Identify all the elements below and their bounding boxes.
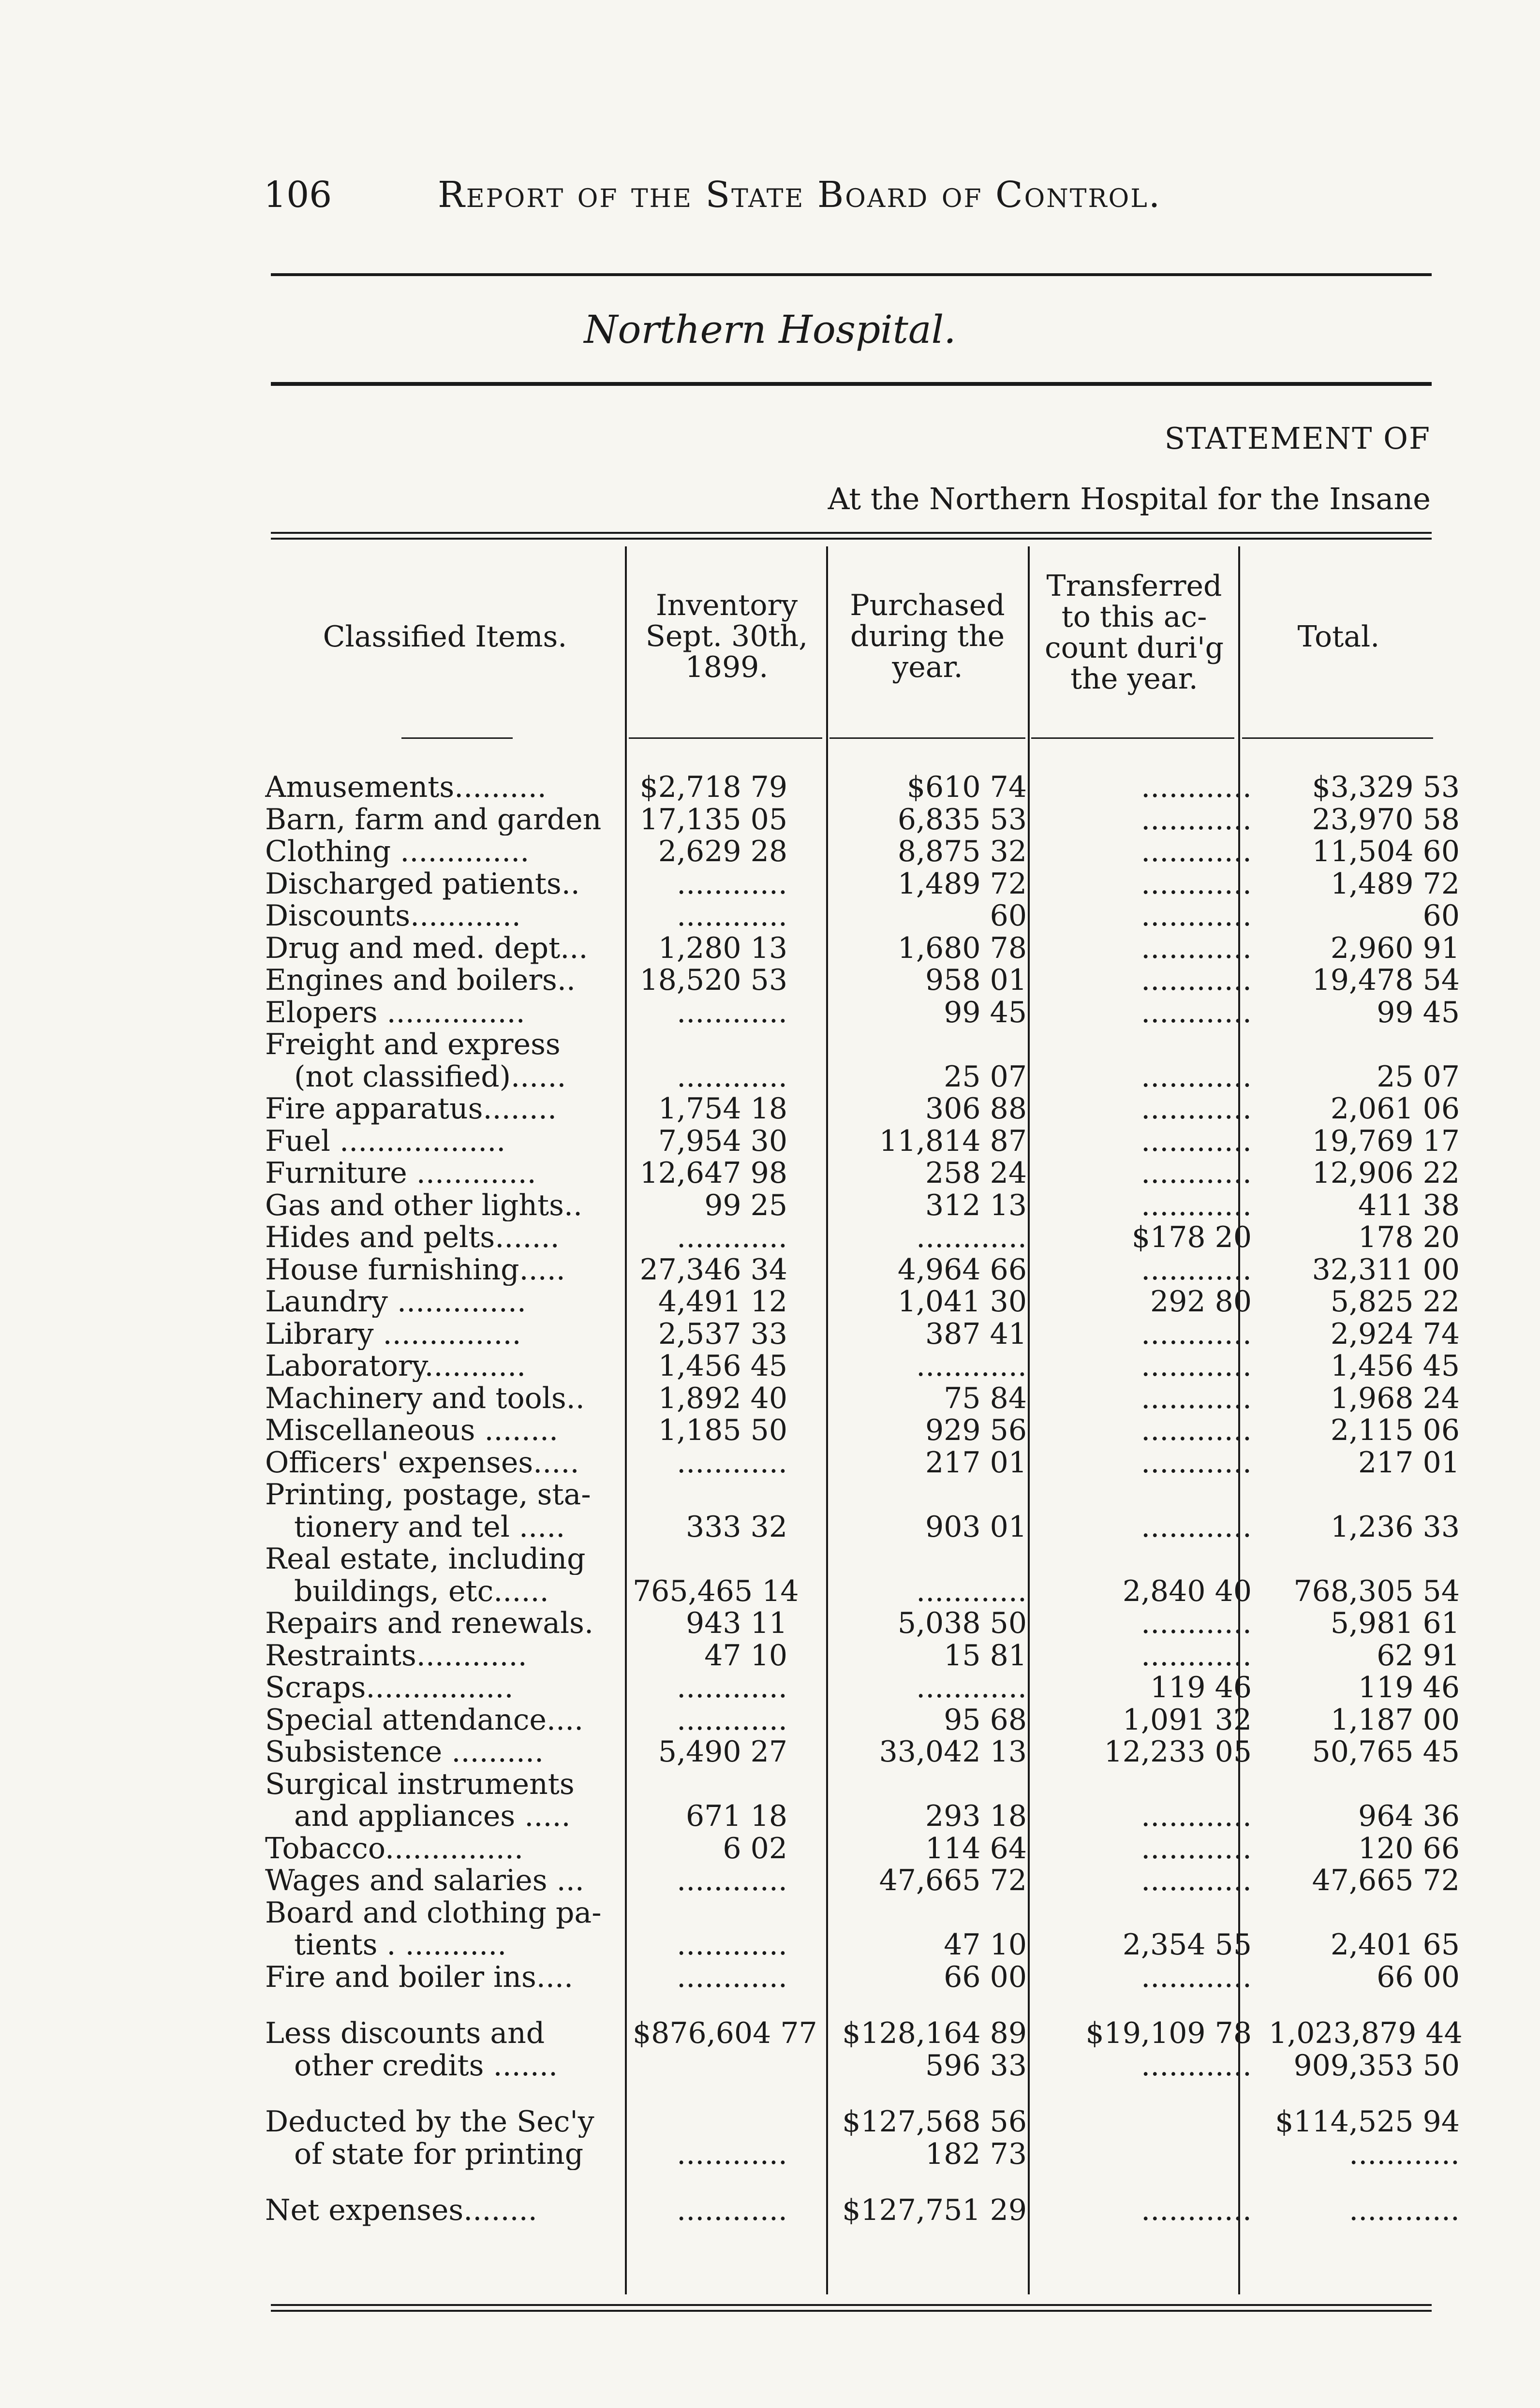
col-header-inventory: [629, 590, 825, 683]
table-row: [265, 1445, 1460, 1480]
total-cell: 119 46: [1358, 1671, 1460, 1704]
inventory-cell: ............: [677, 866, 787, 901]
purchased-cell: 258 24: [925, 1156, 1027, 1190]
item-cell: Furniture .............: [265, 1157, 536, 1189]
col-header-purchased-line: Purchased: [850, 588, 1005, 622]
item-cell: Amusements..........: [265, 771, 547, 803]
total-cell: 11,504 60: [1312, 835, 1460, 868]
item-cell: Hides and pelts.......: [265, 1221, 560, 1253]
purchased-cell: 903 01: [925, 1510, 1027, 1544]
total-cell: 1,023,879 44: [1269, 2016, 1463, 2050]
total-cell: 60: [1422, 899, 1460, 933]
item-cell: Freight and express: [265, 1028, 561, 1060]
total-cell: ............: [1349, 2193, 1460, 2227]
total-cell: 12,906 22: [1312, 1156, 1460, 1190]
purchased-cell: 8,875 32: [897, 835, 1027, 868]
inventory-cell: 99 25: [704, 1188, 787, 1222]
table-row: [265, 1285, 1460, 1319]
transferred-cell: 292 80: [1150, 1285, 1252, 1319]
inventory-cell: ............: [677, 1445, 787, 1480]
item-cell: Wages and salaries ...: [265, 1865, 584, 1896]
transferred-cell: 119 46: [1150, 1671, 1252, 1704]
transferred-cell: 2,840 40: [1122, 1574, 1252, 1608]
table-row: [265, 1831, 1460, 1865]
total-cell: 25 07: [1377, 1059, 1460, 1094]
transferred-cell: ............: [1141, 1510, 1252, 1544]
total-cell: 5,825 22: [1330, 1285, 1460, 1319]
total-cell: 217 01: [1358, 1445, 1460, 1480]
transferred-cell: ............: [1141, 1092, 1252, 1126]
inventory-cell: 7,954 30: [658, 1124, 787, 1158]
table-row: [265, 1960, 1460, 1994]
table-row: [265, 1574, 1460, 1608]
purchased-cell: 387 41: [925, 1317, 1027, 1351]
table-row: [265, 1479, 1433, 1511]
transferred-cell: 2,354 55: [1122, 1928, 1252, 1962]
total-cell: 19,478 54: [1312, 963, 1460, 997]
purchased-cell: 33,042 13: [879, 1735, 1027, 1769]
item-cell: Gas and other lights..: [265, 1189, 583, 1221]
transferred-cell: ............: [1141, 1638, 1252, 1673]
summary-row: [265, 2193, 1460, 2227]
transferred-cell: ............: [1141, 2048, 1252, 2083]
table-row: [265, 1124, 1460, 1158]
inventory-cell: ............: [677, 2137, 787, 2171]
transferred-cell: ............: [1141, 931, 1252, 965]
inventory-cell: 1,280 13: [658, 931, 787, 965]
table-row: [265, 1864, 1460, 1897]
item-cell: Less discounts and: [265, 2017, 545, 2049]
inventory-cell: ............: [677, 2193, 787, 2227]
purchased-cell: 47,665 72: [879, 1864, 1027, 1897]
col-header-transferred-line: count duri'g: [1044, 631, 1224, 665]
purchased-cell: 929 56: [925, 1413, 1027, 1447]
table-row: [265, 1606, 1460, 1640]
total-cell: 2,924 74: [1330, 1317, 1460, 1351]
transferred-cell: ............: [1141, 1864, 1252, 1897]
transferred-cell: ............: [1141, 1156, 1252, 1190]
inventory-cell: ............: [677, 1671, 787, 1704]
transferred-cell: ............: [1141, 835, 1252, 868]
purchased-cell: $127,751 29: [842, 2193, 1027, 2227]
header-underline: [629, 737, 822, 739]
purchased-cell: 1,680 78: [897, 931, 1027, 965]
inventory-cell: ............: [677, 1928, 787, 1962]
item-cell: Restraints............: [265, 1639, 527, 1672]
section-title: Northern Hospital.: [584, 307, 956, 352]
table-row: [265, 1252, 1460, 1287]
total-cell: 47,665 72: [1312, 1864, 1460, 1897]
table-bottom-rule: [271, 2304, 1432, 2306]
inventory-cell: 765,465 14: [633, 1574, 799, 1608]
total-cell: 50,765 45: [1312, 1735, 1460, 1769]
item-cell: Engines and boilers..: [265, 964, 576, 996]
inventory-cell: 17,135 05: [639, 802, 787, 837]
inventory-cell: 18,520 53: [639, 963, 787, 997]
table-row: [265, 1092, 1460, 1126]
total-cell: 99 45: [1377, 995, 1460, 1029]
table-row: [265, 1799, 1460, 1833]
total-cell: 62 91: [1377, 1638, 1460, 1673]
item-cell: Board and clothing pa-: [265, 1896, 602, 1929]
transferred-cell: ............: [1141, 1960, 1252, 1994]
inventory-cell: 47 10: [704, 1638, 787, 1673]
purchased-cell: 1,489 72: [897, 866, 1027, 901]
col-header-transferred: [1030, 571, 1238, 694]
inventory-cell: ............: [677, 995, 787, 1029]
col-header-item: Classified Items.: [323, 620, 567, 654]
header-underline: [1242, 737, 1433, 739]
table-row: [265, 1543, 1433, 1575]
item-cell: (not classified)......: [294, 1060, 566, 1093]
purchased-cell: 60: [990, 899, 1027, 933]
header-underline: [829, 737, 1025, 739]
table-row: [265, 770, 1460, 804]
inventory-cell: ............: [677, 1059, 787, 1094]
table-row: [265, 1703, 1460, 1737]
purchased-cell: 1,041 30: [897, 1285, 1027, 1319]
inventory-cell: 12,647 98: [639, 1156, 787, 1190]
item-cell: Fire and boiler ins....: [265, 1961, 574, 1993]
purchased-cell: 217 01: [925, 1445, 1027, 1480]
table-row: [265, 1671, 1460, 1704]
table-top-rule: [271, 532, 1432, 534]
inventory-cell: 27,346 34: [639, 1252, 787, 1287]
inventory-cell: 6 02: [723, 1831, 787, 1865]
purchased-cell: 99 45: [944, 995, 1027, 1029]
table-bottom-rule-2: [271, 2310, 1432, 2312]
summary-row: [265, 2016, 1463, 2050]
purchased-cell: 306 88: [925, 1092, 1027, 1126]
table-row: [265, 931, 1460, 965]
col-header-purchased-line: during the: [850, 619, 1005, 653]
transferred-cell: ............: [1141, 995, 1252, 1029]
table-row: [265, 1028, 1433, 1061]
total-cell: 768,305 54: [1293, 1574, 1460, 1608]
inventory-cell: ............: [677, 1220, 787, 1254]
transferred-cell: $178 20: [1131, 1220, 1252, 1254]
statement-title: STATEMENT OF: [1164, 421, 1431, 456]
total-cell: ............: [1349, 2137, 1460, 2171]
total-cell: 2,061 06: [1330, 1092, 1460, 1126]
inventory-cell: 333 32: [686, 1510, 787, 1544]
item-cell: Net expenses........: [265, 2194, 537, 2226]
transferred-cell: ............: [1141, 1831, 1252, 1865]
item-cell: Deducted by the Sec'y: [265, 2106, 594, 2138]
inventory-cell: ............: [677, 1864, 787, 1897]
inventory-cell: 2,537 33: [658, 1317, 787, 1351]
total-cell: $3,329 53: [1312, 770, 1460, 804]
header-underline: [1031, 737, 1234, 739]
item-cell: Laboratory...........: [265, 1350, 526, 1382]
table-row: [265, 1381, 1460, 1415]
item-cell: Special attendance....: [265, 1703, 584, 1736]
inventory-cell: $876,604 77: [633, 2016, 817, 2050]
item-cell: Repairs and renewals.: [265, 1607, 594, 1639]
purchased-cell: 47 10: [944, 1928, 1027, 1962]
transferred-cell: ............: [1141, 1252, 1252, 1287]
item-cell: Clothing ..............: [265, 836, 530, 867]
col-header-purchased: [829, 590, 1025, 683]
top-rule: [271, 273, 1432, 276]
total-cell: 2,401 65: [1330, 1928, 1460, 1962]
col-header-transferred-line: to this ac-: [1061, 600, 1207, 634]
purchased-cell: $127,568 56: [842, 2105, 1027, 2139]
item-cell: Library ...............: [265, 1318, 521, 1350]
total-cell: 32,311 00: [1312, 1252, 1460, 1287]
col-header-purchased-line: year.: [892, 650, 963, 684]
table-row: [265, 1638, 1460, 1673]
table-row: [265, 802, 1460, 837]
purchased-cell: 75 84: [944, 1381, 1027, 1415]
table-row: [265, 1059, 1460, 1094]
table-row: [265, 1510, 1460, 1544]
purchased-cell: $610 74: [906, 770, 1027, 804]
purchased-cell: ............: [916, 1574, 1027, 1608]
inventory-cell: 1,892 40: [658, 1381, 787, 1415]
transferred-cell: ............: [1141, 1317, 1252, 1351]
table-row: [265, 995, 1460, 1029]
table-row: [265, 1220, 1460, 1254]
table-row: [265, 963, 1460, 997]
purchased-cell: 596 33: [925, 2048, 1027, 2083]
total-cell: 2,960 91: [1330, 931, 1460, 965]
inventory-cell: ............: [677, 899, 787, 933]
purchased-cell: ............: [916, 1349, 1027, 1383]
col-header-inventory-line: Inventory: [655, 588, 798, 622]
item-cell: Tobacco...............: [265, 1832, 524, 1865]
total-cell: 411 38: [1358, 1188, 1460, 1222]
transferred-cell: ............: [1141, 2193, 1252, 2227]
total-cell: 1,236 33: [1330, 1510, 1460, 1544]
table-row: [265, 1897, 1433, 1929]
purchased-cell: 5,038 50: [897, 1606, 1027, 1640]
col-header-transferred-line: Transferred: [1046, 569, 1222, 603]
item-cell: Drug and med. dept...: [265, 932, 588, 964]
purchased-cell: 182 73: [925, 2137, 1027, 2171]
table-row: [265, 899, 1460, 933]
item-cell: Fuel ..................: [265, 1125, 506, 1157]
transferred-cell: ............: [1141, 866, 1252, 901]
transferred-cell: ............: [1141, 1124, 1252, 1158]
transferred-cell: ............: [1141, 1445, 1252, 1480]
inventory-cell: 671 18: [686, 1799, 787, 1833]
item-cell: Printing, postage, sta-: [265, 1479, 591, 1511]
item-cell: Fire apparatus........: [265, 1093, 557, 1125]
purchased-cell: 11,814 87: [879, 1124, 1027, 1158]
transferred-cell: ............: [1141, 1799, 1252, 1833]
table-row: [265, 1413, 1460, 1447]
item-cell: of state for printing: [294, 2138, 584, 2170]
transferred-cell: 12,233 05: [1104, 1735, 1252, 1769]
inventory-cell: 1,754 18: [658, 1092, 787, 1126]
purchased-cell: $128,164 89: [842, 2016, 1027, 2050]
total-cell: 1,489 72: [1330, 866, 1460, 901]
table-row: [265, 1188, 1460, 1222]
section-rule: [271, 382, 1432, 386]
item-cell: Miscellaneous ........: [265, 1414, 559, 1446]
item-cell: House furnishing.....: [265, 1253, 565, 1286]
col-header-transferred-line: the year.: [1070, 662, 1198, 696]
total-cell: 66 00: [1377, 1960, 1460, 1994]
inventory-cell: 1,456 45: [658, 1349, 787, 1383]
transferred-cell: ............: [1141, 802, 1252, 837]
transferred-cell: ............: [1141, 770, 1252, 804]
item-cell: tients . ...........: [294, 1929, 507, 1961]
total-cell: 1,187 00: [1330, 1703, 1460, 1737]
transferred-cell: ............: [1141, 1606, 1252, 1640]
page-number: 106: [264, 174, 332, 216]
transferred-cell: 1,091 32: [1122, 1703, 1252, 1737]
summary-row: [265, 2105, 1460, 2139]
table-row: [265, 1768, 1433, 1801]
item-cell: Discounts............: [265, 900, 521, 932]
item-cell: Elopers ...............: [265, 996, 525, 1028]
purchased-cell: 4,964 66: [897, 1252, 1027, 1287]
table-row: [265, 866, 1460, 901]
purchased-cell: 6,835 53: [897, 802, 1027, 837]
summary-row: [265, 2137, 1460, 2171]
inventory-cell: 4,491 12: [658, 1285, 787, 1319]
col-header-inventory-line: Sept. 30th,: [645, 619, 808, 653]
total-cell: 5,981 61: [1330, 1606, 1460, 1640]
purchased-cell: 293 18: [925, 1799, 1027, 1833]
purchased-cell: ............: [916, 1671, 1027, 1704]
col-header-total: Total.: [1297, 620, 1380, 654]
table-row: [265, 1928, 1460, 1962]
col-header-inventory-line: 1899.: [685, 650, 769, 684]
total-cell: 178 20: [1358, 1220, 1460, 1254]
summary-row: [265, 2048, 1460, 2083]
inventory-cell: 943 11: [686, 1606, 787, 1640]
total-cell: 19,769 17: [1312, 1124, 1460, 1158]
transferred-cell: $19,109 78: [1085, 2016, 1252, 2050]
item-cell: Real estate, including: [265, 1543, 586, 1575]
transferred-cell: ............: [1141, 1413, 1252, 1447]
item-cell: Machinery and tools..: [265, 1382, 585, 1414]
inventory-cell: 1,185 50: [658, 1413, 787, 1447]
inventory-cell: $2,718 79: [639, 770, 787, 804]
item-cell: Subsistence ..........: [265, 1736, 544, 1768]
header-underline: [401, 737, 513, 739]
table-top-rule-2: [271, 538, 1432, 540]
purchased-cell: 958 01: [925, 963, 1027, 997]
purchased-cell: 312 13: [925, 1188, 1027, 1222]
total-cell: $114,525 94: [1275, 2105, 1460, 2139]
table-row: [265, 1317, 1460, 1351]
item-cell: Laundry ..............: [265, 1286, 526, 1318]
total-cell: 2,115 06: [1330, 1413, 1460, 1447]
item-cell: and appliances .....: [294, 1800, 571, 1832]
table-row: [265, 1156, 1460, 1190]
purchased-cell: 15 81: [944, 1638, 1027, 1673]
statement-table-body: [265, 770, 1463, 2227]
purchased-cell: 25 07: [944, 1059, 1027, 1094]
total-cell: 23,970 58: [1312, 802, 1460, 837]
transferred-cell: ............: [1141, 1381, 1252, 1415]
item-cell: buildings, etc......: [294, 1575, 549, 1607]
total-cell: 120 66: [1358, 1831, 1460, 1865]
inventory-cell: 5,490 27: [658, 1735, 787, 1769]
table-row: [265, 835, 1460, 868]
item-cell: Officers' expenses.....: [265, 1446, 579, 1479]
total-cell: 1,456 45: [1330, 1349, 1460, 1383]
inventory-cell: ............: [677, 1960, 787, 1994]
item-cell: other credits .......: [294, 2049, 558, 2082]
inventory-cell: 2,629 28: [658, 835, 787, 868]
item-cell: Surgical instruments: [265, 1768, 575, 1800]
running-head: Report of the State Board of Control.: [438, 174, 1162, 216]
item-cell: Barn, farm and garden: [265, 803, 602, 836]
total-cell: 964 36: [1358, 1799, 1460, 1833]
transferred-cell: ............: [1141, 1059, 1252, 1094]
transferred-cell: ............: [1141, 899, 1252, 933]
inventory-cell: ............: [677, 1703, 787, 1737]
table-row: [265, 1349, 1460, 1383]
purchased-cell: 95 68: [944, 1703, 1027, 1737]
item-cell: Scraps................: [265, 1672, 514, 1703]
item-cell: Discharged patients..: [265, 867, 580, 900]
item-cell: tionery and tel .....: [294, 1511, 565, 1543]
total-cell: 909,353 50: [1293, 2048, 1460, 2083]
purchased-cell: 114 64: [925, 1831, 1027, 1865]
purchased-cell: ............: [916, 1220, 1027, 1254]
purchased-cell: 66 00: [944, 1960, 1027, 1994]
total-cell: 1,968 24: [1330, 1381, 1460, 1415]
transferred-cell: ............: [1141, 963, 1252, 997]
table-row: [265, 1735, 1460, 1769]
statement-subtitle: At the Northern Hospital for the Insane: [828, 481, 1431, 516]
transferred-cell: ............: [1141, 1349, 1252, 1383]
transferred-cell: ............: [1141, 1188, 1252, 1222]
